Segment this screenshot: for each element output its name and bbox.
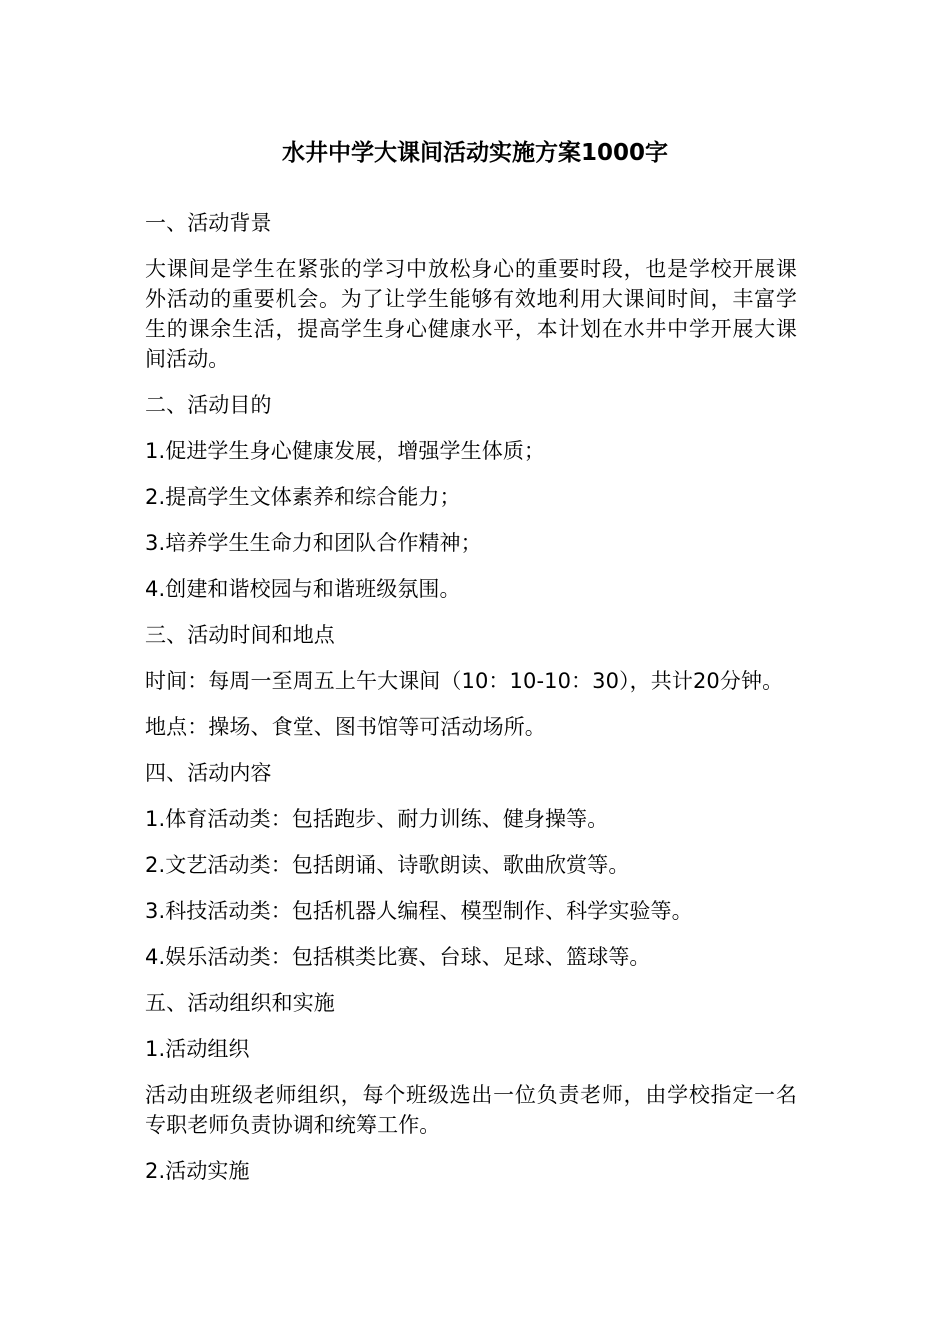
content-item-1: 1.体育活动类：包括跑步、耐力训练、健身操等。 — [145, 807, 609, 831]
organization-paragraph: 活动由班级老师组织，每个班级选出一位负责老师，由学校指定一名专职老师负责协调和统筹工作。 — [145, 1083, 797, 1137]
document-title: 水井中学大课间活动实施方案1000字 — [281, 140, 668, 166]
purpose-item-2: 2.提高学生文体素养和综合能力； — [145, 485, 461, 509]
section-heading-purpose: 二、活动目的 — [145, 393, 272, 417]
content-item-3: 3.科技活动类：包括机器人编程、模型制作、科学实验等。 — [145, 899, 693, 923]
section-heading-time-place: 三、活动时间和地点 — [145, 623, 335, 647]
content-item-2: 2.文艺活动类：包括朗诵、诗歌朗读、歌曲欣赏等。 — [145, 853, 630, 877]
purpose-item-3: 3.培养学生生命力和团队合作精神； — [145, 531, 482, 555]
purpose-item-1: 1.促进学生身心健康发展，增强学生体质； — [145, 439, 546, 463]
background-paragraph: 大课间是学生在紧张的学习中放松身心的重要时段，也是学校开展课外活动的重要机会。为了让学生能够有效地利用大课间时间，丰富学生的课余生活，提高学生身心健康水平，本计划在水井中学开展大课间活动。 — [145, 257, 797, 371]
section-heading-organization: 五、活动组织和实施 — [145, 991, 335, 1015]
purpose-item-4: 4.创建和谐校园与和谐班级氛围。 — [145, 577, 461, 601]
time-paragraph: 时间：每周一至周五上午大课间（10：10-10：30），共计20分钟。 — [145, 669, 784, 693]
section-heading-content: 四、活动内容 — [145, 761, 272, 785]
place-paragraph: 地点：操场、食堂、图书馆等可活动场所。 — [145, 715, 546, 739]
content-item-4: 4.娱乐活动类：包括棋类比赛、台球、足球、篮球等。 — [145, 945, 651, 969]
section-heading-background: 一、活动背景 — [145, 211, 272, 235]
subheading-implementation: 2.活动实施 — [145, 1159, 250, 1183]
subheading-organization: 1.活动组织 — [145, 1037, 250, 1061]
document-body — [145, 208, 797, 1202]
